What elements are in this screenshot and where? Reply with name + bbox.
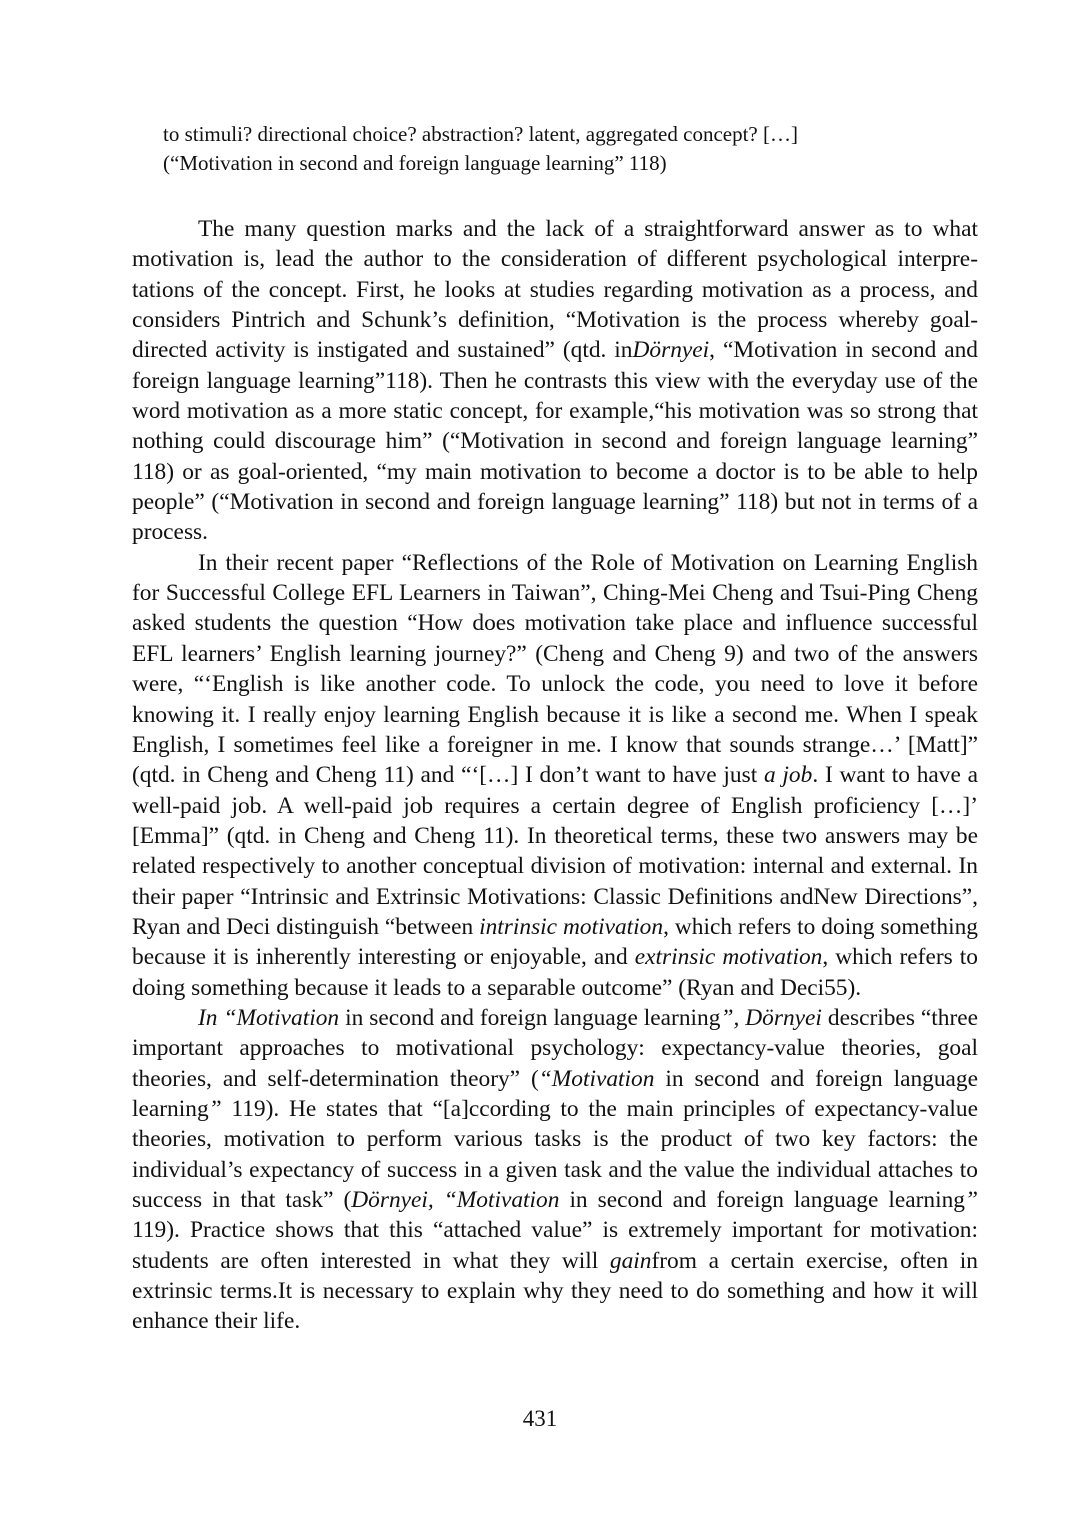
p3-italic-4: ” [208, 1095, 222, 1122]
paragraph-3 [132, 1003, 978, 1337]
p1-text-2: , “Motivation in second and foreign language learning”118). Then he contrasts this view with the everyday use of the word motivation as a more static concept, for example,“his motivation was so strong that nothing could discourage him” (“Motivation in second and foreign language learning” 118) or as goal-oriented, “my main motivation to become a doctor is to be able to help people” (“Motivation in second and foreign language learning” 118) but not in terms of a process. [132, 337, 978, 546]
p3-italic-5: Dörnyei, “Motivation [351, 1187, 560, 1213]
paragraph-2 [132, 548, 978, 1003]
p2-italic-2: intrinsic motivation [479, 913, 664, 940]
p2-text-4: , which refers to doing something because it leads to a separable outcome” (Ryan and Deci55). [132, 944, 978, 1001]
p3-text-5: in second and foreign language learning [559, 1187, 965, 1213]
p3-italic-7: gain [609, 1247, 652, 1274]
p3-text-7: from a certain exercise, often in extrinsic terms.It is necessary to explain why they need to do something and how it will enhance their life. [132, 1247, 978, 1335]
paragraph-1 [132, 214, 978, 548]
p2-text-2: . I want to have a well-paid job. A well-paid job requires a certain degree of English proficiency […]’ [Emma]” (qtd. in Cheng and Cheng 11). In theoretical terms, these two answers may be related respectively to another conceptual division of motivation: internal and external. In their paper “Intrinsic and Extrinsic Motivations: Classic Definitions andNew Directions”, Ryan and Deci distinguish “between [132, 762, 979, 940]
p3-text-2: describes “three important approaches to motivational psychology: expectancy-value theories, goal theories, and self-determination theory” ( [132, 1004, 979, 1092]
block-quote [163, 120, 953, 178]
p3-text-1: in second and foreign language learning [339, 1004, 721, 1031]
p2-text-3: , which refers to doing something because it is inherently interesting or enjoyable, and [132, 913, 978, 971]
p2-italic-1: a job [763, 762, 813, 789]
p1-italic: Dörnyei [632, 337, 710, 364]
p2-italic-3: extrinsic motivation [634, 944, 823, 971]
p3-italic-3: “Motivation [538, 1065, 655, 1092]
p3-italic-6: ” [964, 1187, 978, 1213]
quote-line-1: to stimuli? directional choice? abstraction? latent, aggregated concept? […] [163, 122, 798, 146]
p3-italic-1: In “Motivation [198, 1004, 340, 1031]
p3-text-3: in second and foreign language learning [132, 1065, 978, 1122]
quote-citation: (“Motivation in second and foreign language learning” 118) [163, 151, 667, 175]
p2-text-1: In their recent paper “Reflections of the Role of Motivation on Learning English for Successful College EFL Learners in Taiwan”, Ching-Mei Cheng and Tsui-Ping Cheng asked students the question “How does motivation take place and influence successful EFL learners’ English learning journey?” (Cheng and Cheng 9) and two of the answers were, “‘English is like another code. To unlock the code, you need to love it before knowing it. I really enjoy learning English because it is like a second me. When I speak English, I sometimes feel like a foreigner in me. I know that sounds strange…’ [Matt]” (qtd. in Cheng and Cheng 11) and “‘[…] I don’t want to have just [132, 549, 978, 789]
p3-text-4: 119). He states that “[a]ccording to the main principles of expectancy-value theories, motivation to perform various tasks is the product of two key factors: the individual’s expectancy of success in a given task and the value the individual attaches to success in that task” ( [132, 1095, 978, 1213]
page-number: 431 [522, 1406, 558, 1431]
p3-italic-2: ”, Dörnyei [720, 1004, 822, 1031]
p3-text-6: 119). Practice shows that this “attached value” is extremely important for motivation: students are often interested in what they will [132, 1217, 978, 1274]
p1-text: The many question marks and the lack of a straightforward answer as to what motivation is, lead the author to the consideration of different psychological interpretations of the concept. First, he looks at studies regarding motivation as a process, and considers Pintrich and Schunk’s definition, “Motivation is the process whereby goal-directed activity is instigated and sustained” (qtd. in [132, 216, 978, 364]
body-text [132, 214, 978, 1337]
